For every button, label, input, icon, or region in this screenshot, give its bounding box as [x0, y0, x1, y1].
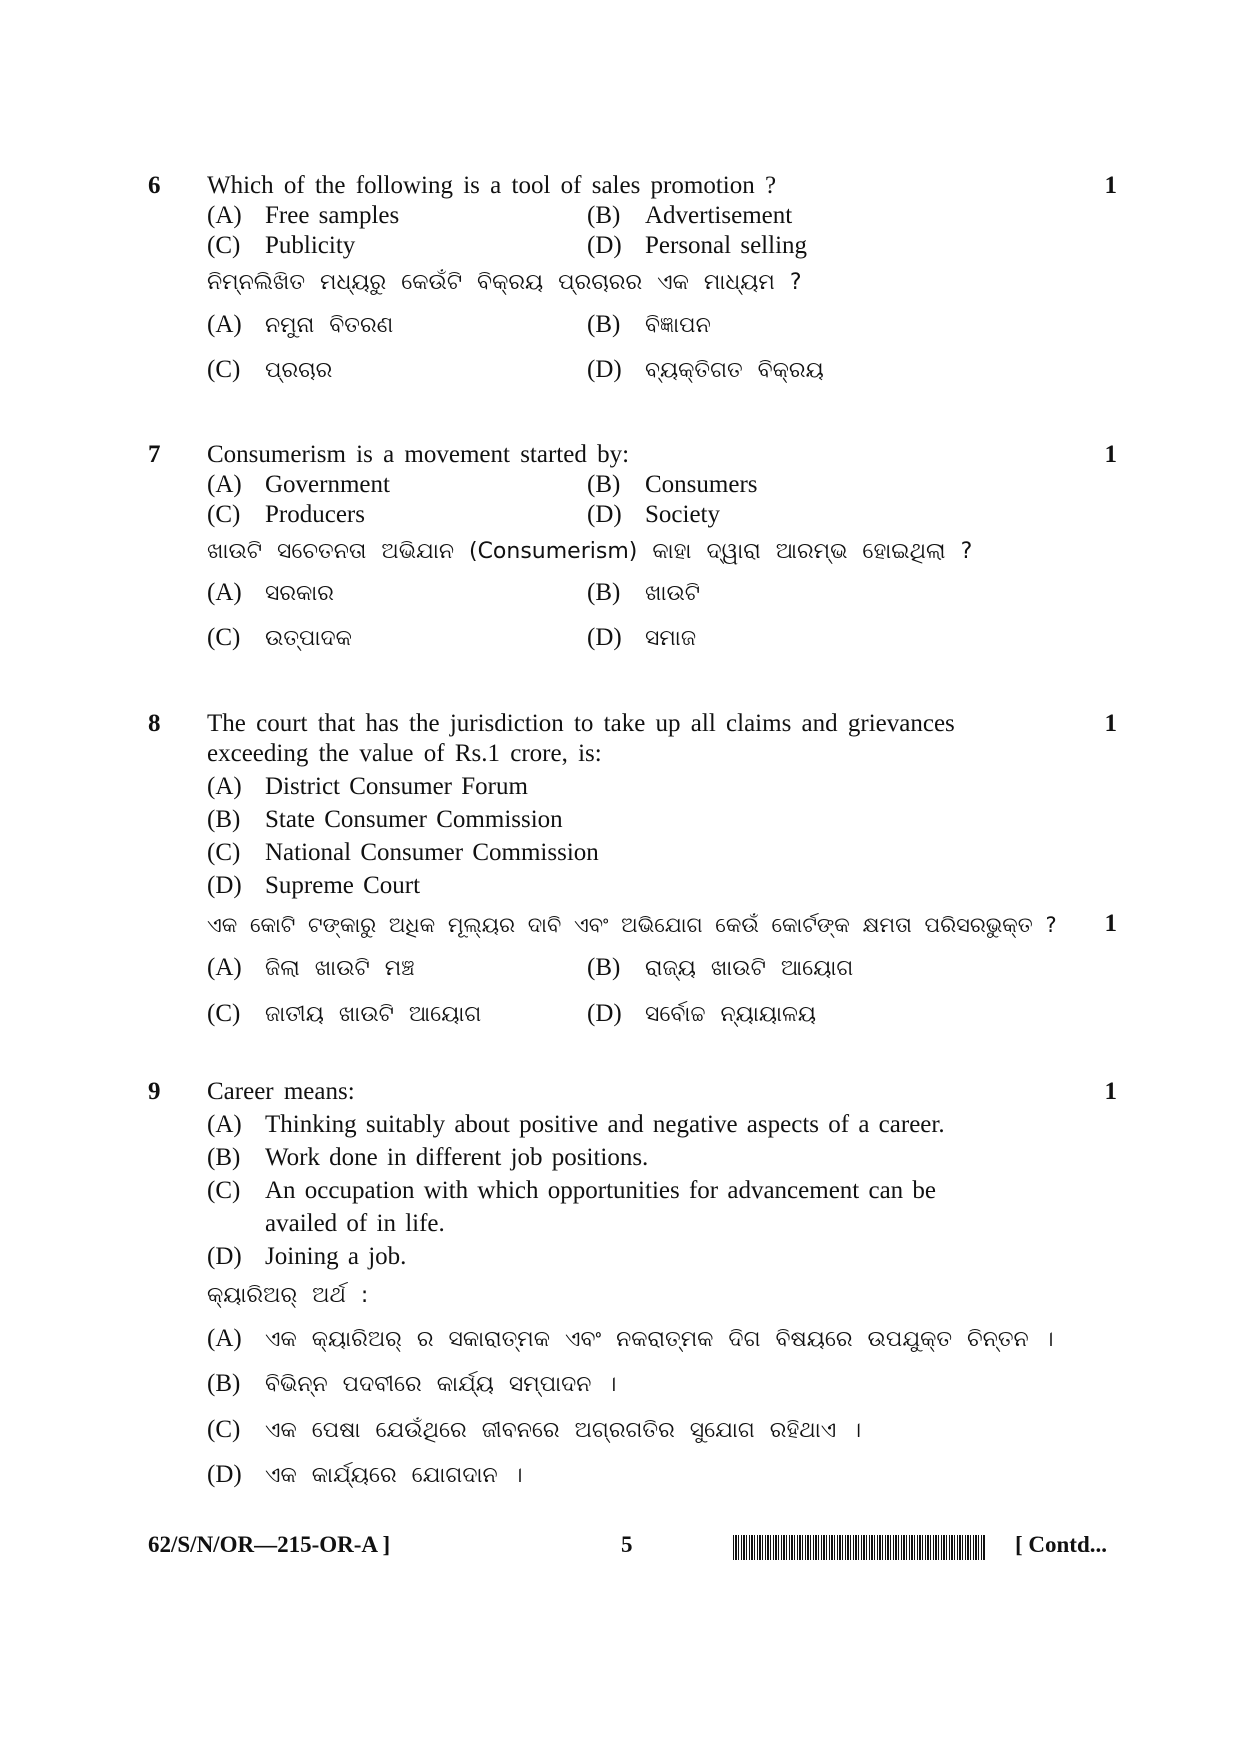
question-marks: 1 [1104, 710, 1117, 737]
question-marks-od: 1 [1104, 910, 1117, 937]
option-b-od: (B) ବିଭିନ୍ନ ପଦବୀରେ କାର୍ଯ୍ୟ ସମ୍ପାଦନ । [207, 1370, 617, 1397]
option-a-en: (A) Government [207, 471, 390, 498]
question-text-en: Which of the following is a tool of sales promotion ? [207, 172, 777, 199]
option-c-od: (C) ଜାତୀୟ ଖାଉଟି ଆୟୋଗ [207, 1000, 482, 1027]
option-c-en: (C) An occupation with which opportunities for advancement can be [207, 1177, 937, 1204]
question-number: 6 [148, 172, 161, 199]
question-number: 7 [148, 441, 161, 468]
option-a-od: (A) ନମୁନା ବିତରଣ [207, 311, 394, 338]
option-a-en: (A) District Consumer Forum [207, 773, 528, 800]
option-b-en: (B) Advertisement [587, 202, 793, 229]
option-d-en: (D) Supreme Court [207, 872, 421, 899]
question-marks: 1 [1104, 1078, 1117, 1105]
option-c-od: (C) ଏକ ପେଷା ଯେଉଁଥିରେ ଜୀବନରେ ଅଗ୍ରଗତିର ସୁଯୋଗ ରହିଥାଏ । [207, 1416, 862, 1443]
option-a-en: (A) Free samples [207, 202, 400, 229]
option-a-od: (A) ସରକାର [207, 579, 334, 606]
option-d-od: (D) ବ୍ୟକ୍ତିଗତ ବିକ୍ରୟ [587, 356, 824, 383]
option-b-od: (B) ବିଜ୍ଞାପନ [587, 311, 711, 338]
option-c-od: (C) ପ୍ରଚାର [207, 356, 333, 383]
option-b-en: (B) State Consumer Commission [207, 806, 563, 833]
question-text-en-line1: The court that has the jurisdiction to take up all claims and grievances [207, 710, 955, 737]
question-text-od: ନିମ୍ନଲିଖିତ ମଧ୍ୟରୁ କେଉଁଟି ବିକ୍ରୟ ପ୍ରଚାରର ଏକ ମାଧ୍ୟମ ? [207, 270, 802, 295]
option-c-en: (C) Publicity [207, 232, 356, 259]
option-b-od: (B) ଖାଉଟି [587, 579, 701, 606]
option-a-en: (A) Thinking suitably about positive and negative aspects of a career. [207, 1111, 945, 1138]
question-text-en: Career means: [207, 1078, 355, 1105]
question-marks: 1 [1104, 172, 1117, 199]
page-number: 5 [621, 1532, 633, 1557]
paper-code: 62/S/N/OR—215-OR-A ] [148, 1532, 391, 1557]
option-d-en: (D) Joining a job. [207, 1243, 407, 1270]
option-c-od: (C) ଉତ୍ପାଦକ [207, 624, 352, 651]
option-a-od: (A) ଜିଲା ଖାଉଟି ମଞ୍ଚ [207, 954, 415, 981]
question-marks: 1 [1104, 441, 1117, 468]
option-c-en-cont: availed of in life. [265, 1210, 445, 1237]
option-d-od: (D) ସର୍ବୋଚ୍ଚ ନ୍ୟାୟାଳୟ [587, 1000, 817, 1027]
option-c-en: (C) Producers [207, 501, 365, 528]
question-text-od: ଖାଉଟି ସଚେତନତା ଅଭିଯାନ (Consumerism) କାହା ଦ୍ୱାରା ଆରମ୍ଭ ହୋଇଥିଲା ? [207, 539, 973, 564]
option-b-en: (B) Consumers [587, 471, 758, 498]
option-d-en: (D) Personal selling [587, 232, 808, 259]
option-d-od: (D) ଏକ କାର୍ଯ୍ୟରେ ଯୋଗଦାନ । [207, 1461, 523, 1488]
option-b-od: (B) ରାଜ୍ୟ ଖାଉଟି ଆୟୋଗ [587, 954, 854, 981]
option-a-od: (A) ଏକ କ୍ୟାରିଅର୍ ର ସକାରାତ୍ମକ ଏବଂ ନକରାତ୍ମକ ଦିଗ ବିଷୟରେ ଉପଯୁକ୍ତ ଚିନ୍ତନ । [207, 1325, 1054, 1352]
option-b-en: (B) Work done in different job positions. [207, 1144, 649, 1171]
continued-label: [ Contd... [1015, 1532, 1108, 1557]
option-d-en: (D) Society [587, 501, 720, 528]
question-text-od: ଏକ କୋଟି ଟଙ୍କାରୁ ଅଧିକ ମୂଲ୍ୟର ଦାବି ଏବଂ ଅଭିଯୋଗ କେଉଁ କୋର୍ଟଙ୍କ କ୍ଷମତା ପରିସରଭୁକ୍ତ ? [207, 913, 1057, 937]
question-text-od: କ୍ୟାରିଅର୍ ଅର୍ଥ : [207, 1283, 369, 1308]
option-c-en: (C) National Consumer Commission [207, 839, 599, 866]
question-text-en: Consumerism is a movement started by: [207, 441, 630, 468]
question-text-en-line2: exceeding the value of Rs.1 crore, is: [207, 740, 602, 767]
question-number: 8 [148, 710, 161, 737]
option-d-od: (D) ସମାଜ [587, 624, 697, 651]
question-number: 9 [148, 1078, 161, 1105]
barcode-image [733, 1535, 985, 1560]
